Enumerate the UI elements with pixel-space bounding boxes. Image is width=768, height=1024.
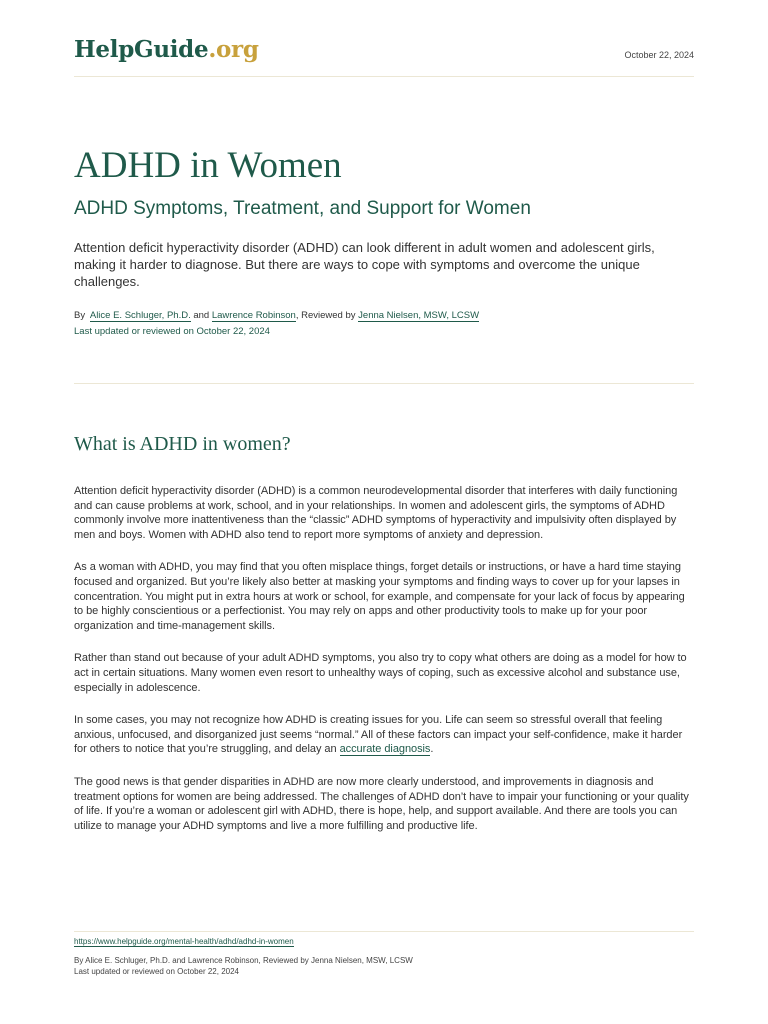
page-title: ADHD in Women: [74, 145, 342, 186]
helpguide-logo[interactable]: [74, 36, 259, 63]
paragraph: As a woman with ADHD, you may find that you often misplace things, forget details or instructions, or have a hard time staying focused and organized. But you’re likely also better at masking your symptoms and finding ways to cover up for your lapses in concentration. You might put in extra hours at work or school, for example, and compensate for your lack of focus by appearing to be highly conscientious or a perfectionist. You may rely on apps and other productivity tools to make up for your poor organization and time-management skills.: [74, 561, 685, 632]
paragraph: The good news is that gender disparities in ADHD are now more clearly understood, and improvements in diagnosis and treatment options for women are being addressed. The challenges of ADHD don’t have to impair your functioning or your quality of life. If you’re a woman or adolescent girl with ADHD, there is hope, help, and support available. And there are tools you can utilize to manage your ADHD symptoms and live a more fulfilling and productive life.: [74, 775, 689, 832]
author-link-robinson[interactable]: Lawrence Robinson: [211, 310, 296, 321]
footer-updated: Last updated or reviewed on October 22, 2024: [74, 967, 239, 976]
byline-prefix: By: [74, 310, 86, 321]
article-lead: Attention deficit hyperactivity disorder (ADHD) can look different in adult women and adolescent girls, making it harder to diagnose. But there are ways to cope with symptoms and overcome the unique challenges.: [74, 240, 655, 289]
accurate-diagnosis-link[interactable]: accurate diagnosis: [339, 743, 431, 756]
paragraph-text: In some cases, you may not recognize how ADHD is creating issues for you. Life can seem so stressful overall that feeling anxious, unfocused, and disorganized just seems “normal.” All of these factors can impact your self-confidence, make it harder for others to notice that you’re struggling, and delay an: [74, 714, 683, 756]
divider: [74, 383, 694, 384]
footer-divider: [74, 931, 694, 932]
page-subtitle: ADHD Symptoms, Treatment, and Support for Women: [74, 198, 531, 219]
logo-suffix: .org: [208, 36, 259, 63]
header-date: October 22, 2024: [624, 50, 694, 60]
byline-and: and: [193, 310, 210, 321]
paragraph: Rather than stand out because of your adult ADHD symptoms, you also try to copy what others are doing as a model for how to act in certain situations. Many women even resort to unhealthy ways of coping, such as excessive alcohol and substance use, especially in adolescence.: [74, 652, 687, 694]
source-url-link[interactable]: https://www.helpguide.org/mental-health/adhd/adhd-in-women: [74, 937, 294, 946]
paragraph: [74, 713, 694, 757]
article-header: [74, 146, 694, 340]
logo-main: HelpGuide: [74, 36, 209, 63]
page-footer: [74, 936, 694, 977]
paragraph-end: .: [430, 743, 434, 756]
section-what-is-adhd: [74, 432, 694, 833]
article-byline: [74, 308, 694, 340]
section-heading: What is ADHD in women?: [74, 433, 291, 455]
byline-reviewed-by: , Reviewed by: [295, 310, 356, 321]
reviewer-link-nielsen[interactable]: Jenna Nielsen, MSW, LCSW: [358, 310, 480, 321]
footer-byline: By Alice E. Schluger, Ph.D. and Lawrence Robinson, Reviewed by Jenna Nielsen, MSW, LCSW: [74, 956, 413, 965]
author-link-schluger[interactable]: Alice E. Schluger, Ph.D.: [89, 310, 191, 321]
last-updated: Last updated or reviewed on October 22, 2024: [74, 326, 270, 337]
page-header: [74, 36, 694, 77]
paragraph: Attention deficit hyperactivity disorder (ADHD) is a common neurodevelopmental disorder that interferes with daily functioning and can cause problems at work, school, and in your relationships. In women and adolescent girls, the symptoms of ADHD commonly involve more inattentiveness than the “classic” ADHD symptoms of hyperactivity and impulsivity often displayed by men and boys. Women with ADHD also tend to report more symptoms of anxiety and depression.: [74, 485, 678, 541]
